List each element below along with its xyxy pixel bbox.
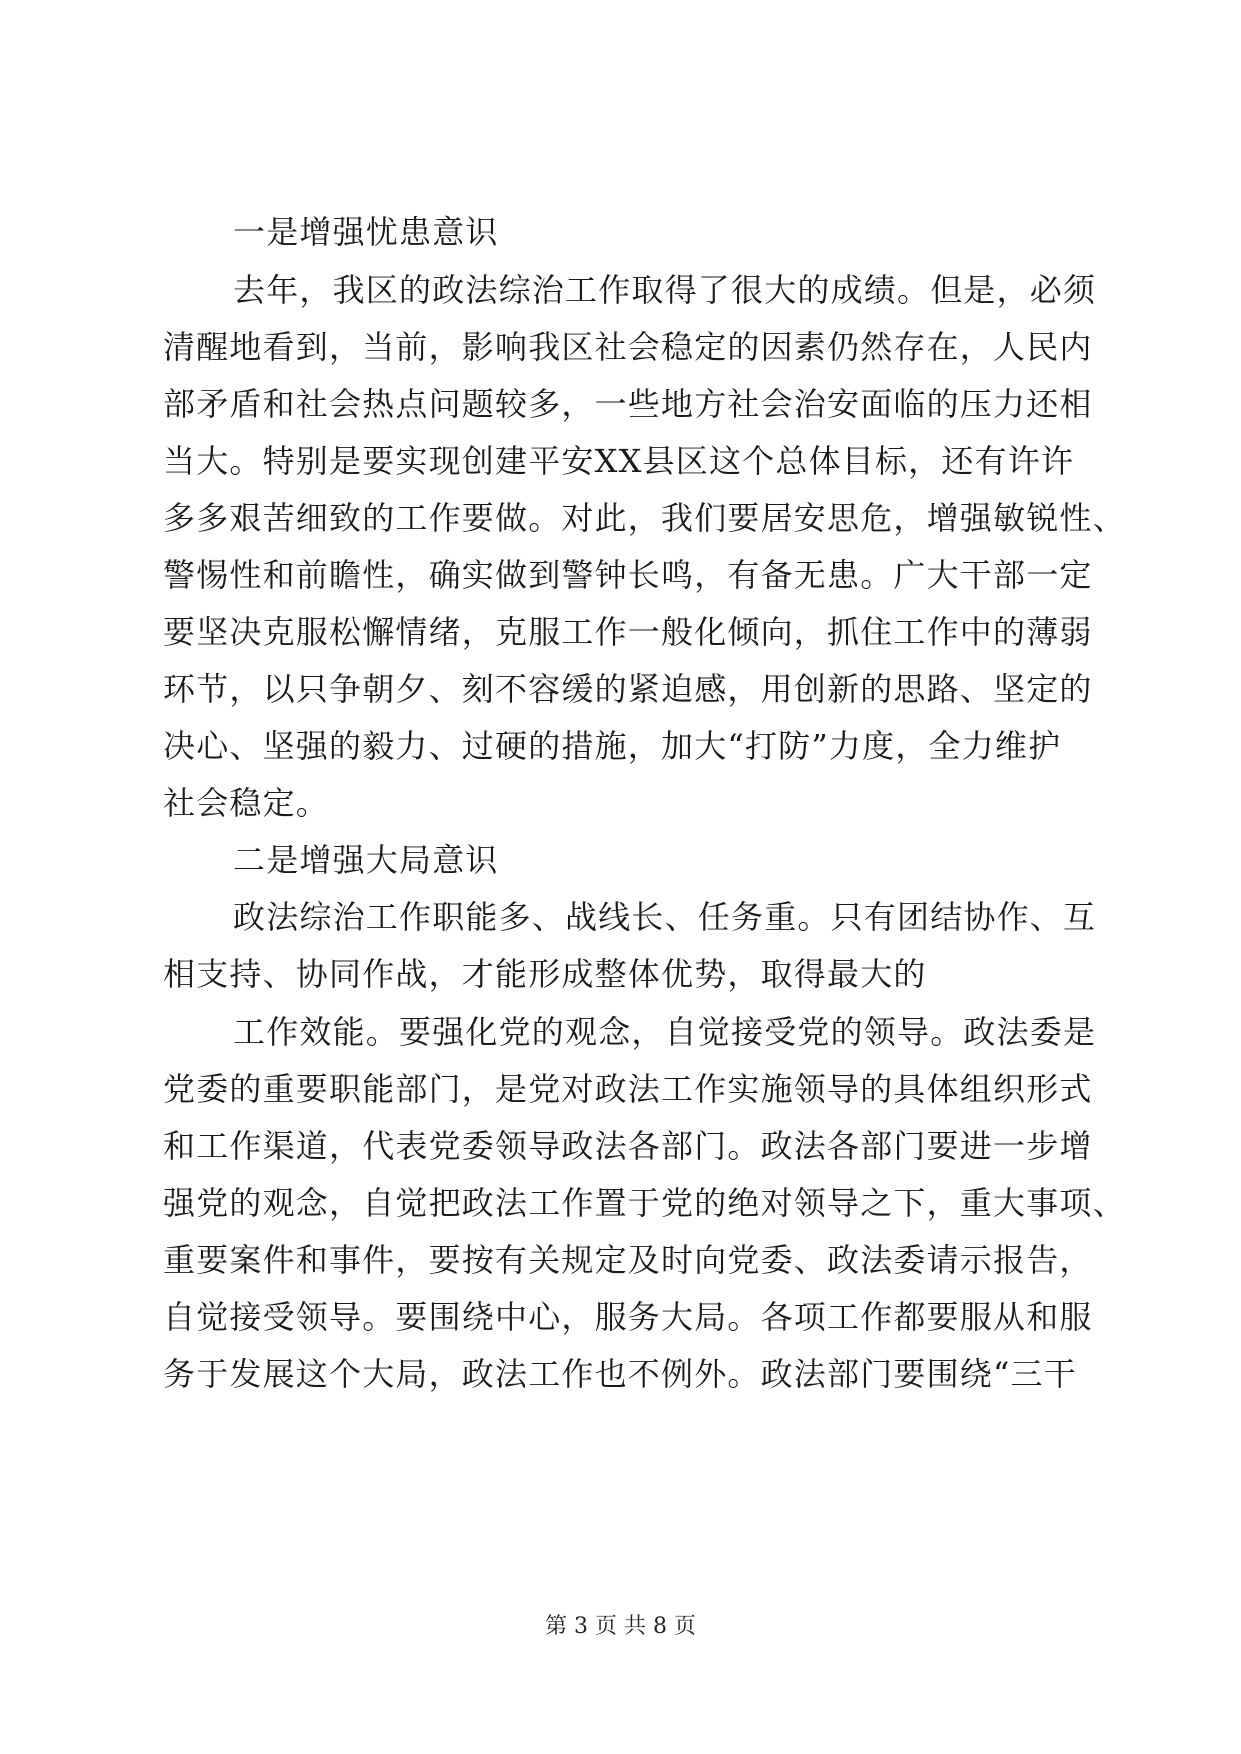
text-line: 警惕性和前瞻性，确实做到警钟长鸣，有备无患。广大干部一定 xyxy=(163,556,1093,594)
text-line: 工作效能。要强化党的观念，自觉接受党的领导。政法委是 xyxy=(233,1013,1097,1051)
text-line: 党委的重要职能部门，是党对政法工作实施领导的具体组织形式 xyxy=(163,1070,1093,1108)
section-heading-2: 二是增强大局意识 xyxy=(233,841,499,879)
text-line: 政法综治工作职能多、战线长、任务重。只有团结协作、互 xyxy=(233,898,1097,936)
text-line: 务于发展这个大局，政法工作也不例外。政法部门要围绕“三干 xyxy=(163,1355,1077,1393)
text-line: 重要案件和事件，要按有关规定及时向党委、政法委请示报告， xyxy=(163,1241,1093,1279)
text-line: 强党的观念，自觉把政法工作置于党的绝对领导之下，重大事项、 xyxy=(163,1184,1126,1222)
text-line: 部矛盾和社会热点问题较多，一些地方社会治安面临的压力还相 xyxy=(163,385,1093,423)
text-line: 环节，以只争朝夕、刻不容缓的紧迫感，用创新的思路、坚定的 xyxy=(163,670,1093,708)
text-line: 要坚决克服松懈情绪，克服工作一般化倾向，抓住工作中的薄弱 xyxy=(163,613,1093,651)
text-line: 和工作渠道，代表党委领导政法各部门。政法各部门要进一步增 xyxy=(163,1127,1093,1165)
text-line: 清醒地看到，当前，影响我区社会稳定的因素仍然存在，人民内 xyxy=(163,328,1093,366)
text-line: 相支持、协同作战，才能形成整体优势，取得最大的 xyxy=(163,955,927,993)
text-line: 多多艰苦细致的工作要做。对此，我们要居安思危，增强敏锐性、 xyxy=(163,499,1126,537)
page-number-footer: 第 3 页 共 8 页 xyxy=(545,1614,696,1639)
text-line: 决心、坚强的毅力、过硬的措施，加大“打防”力度，全力维护 xyxy=(163,727,1062,765)
text-line: 自觉接受领导。要围绕中心，服务大局。各项工作都要服从和服 xyxy=(163,1298,1093,1336)
text-line: 当大。特别是要实现创建平安XX县区这个总体目标，还有许许 xyxy=(163,442,1075,480)
section-heading-1: 一是增强忧患意识 xyxy=(233,213,499,251)
text-line: 社会稳定。 xyxy=(163,784,330,822)
text-line: 去年，我区的政法综治工作取得了很大的成绩。但是，必须 xyxy=(233,271,1097,309)
